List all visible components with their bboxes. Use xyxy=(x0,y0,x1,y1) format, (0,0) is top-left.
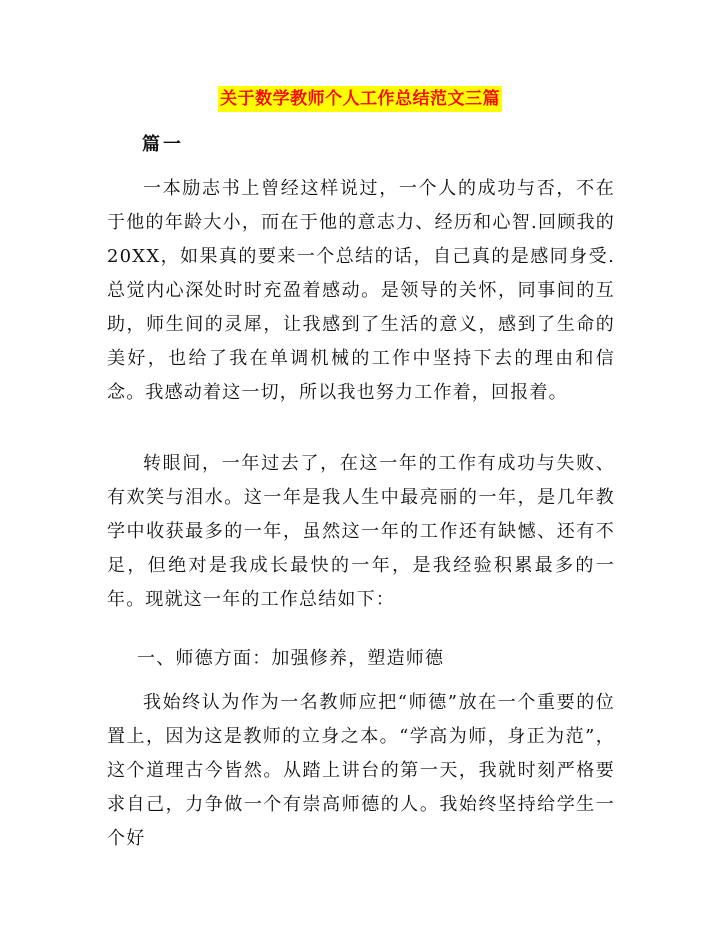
paragraph-ethics: 我始终认为作为一名教师应把“师德”放在一个重要的位置上，因为这是教师的立身之本。“学高为师，身正为范”，这个道理古今皆然。从踏上讲台的第一天，我就时刻严格要求自己，力争做一个有崇高师德的人。我始终坚持给学生一个好 xyxy=(107,692,615,849)
section-heading: 篇一 xyxy=(142,134,184,155)
subsection-heading-ethics: 一、师德方面：加强修养，塑造师德 xyxy=(137,648,445,669)
document-title: 关于数学教师个人工作总结范文三篇 xyxy=(218,86,502,112)
paragraph-intro: 一本励志书上曾经这样说过，一个人的成功与否，不在于他的年龄大小，而在于他的意志力、经历和心智.回顾我的20XX，如果真的要来一个总结的话，自己真的是感同身受.总觉内心深处时时充盈着感动。是领导的关怀，同事间的互助，师生间的灵犀，让我感到了生活的意义，感到了生命的美好，也给了我在单调机械的工作中坚持下去的理由和信念。我感动着这一切，所以我也努力工作着，回报着。 xyxy=(107,178,615,403)
title-container xyxy=(0,86,720,112)
paragraph-review: 转眼间，一年过去了，在这一年的工作有成功与失败、有欢笑与泪水。这一年是我人生中最亮丽的一年，是几年教学中收获最多的一年，虽然这一年的工作还有缺憾、还有不足，但绝对是我成长最快的一年，是我经验积累最多的一年。现就这一年的工作总结如下： xyxy=(107,453,615,610)
